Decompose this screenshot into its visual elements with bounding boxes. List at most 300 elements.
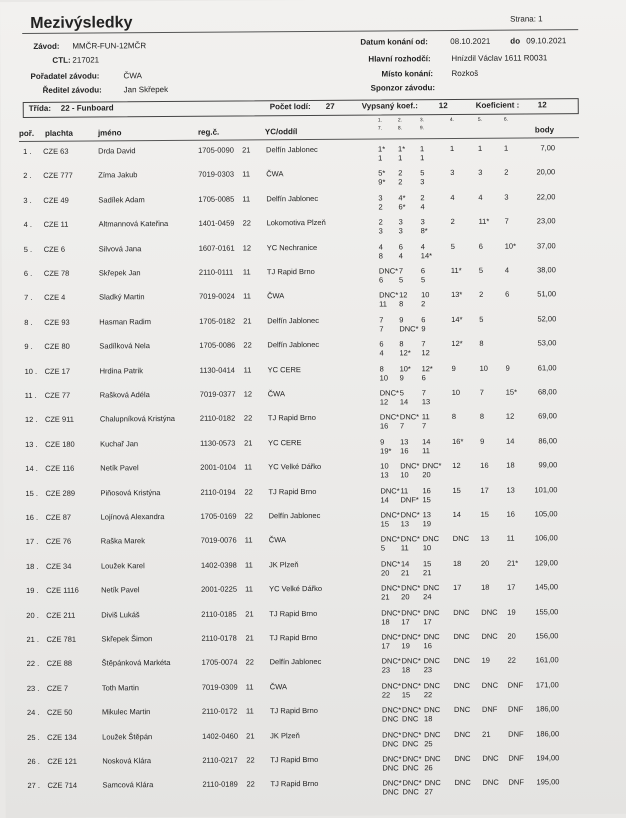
race-result: 4: [420, 241, 425, 251]
race-result: 13*: [451, 290, 463, 300]
race-result: DNF: [507, 704, 524, 714]
race-result: 17: [480, 485, 489, 495]
zavod-value: MMČR-FUN-12MČR: [72, 41, 147, 51]
race-result: 6: [421, 372, 426, 382]
place-number: 4 .: [23, 220, 32, 230]
sail-number: CZE 911: [44, 415, 75, 425]
race-result: 18: [401, 665, 411, 675]
race-result: 4: [504, 265, 510, 275]
col-jmeno: jméno: [97, 128, 122, 138]
reditel-value: Jan Skřepek: [123, 85, 169, 95]
race-result: 1: [420, 153, 425, 163]
race-result: DNC: [424, 778, 441, 788]
race-result: 5: [399, 388, 404, 398]
race-result: DNC: [402, 738, 419, 748]
sailor-name: Samcová Klára: [102, 780, 154, 790]
race-result: 4: [379, 348, 384, 358]
race-result: 1: [398, 153, 403, 163]
club-name: JK Plzeň: [268, 559, 299, 570]
place-number: 21 .: [26, 634, 40, 645]
club-name: YC CERE: [268, 437, 302, 448]
total-points: 106,00: [534, 533, 558, 543]
race-result: DNC: [422, 534, 440, 544]
race-result: 9: [421, 324, 426, 334]
race-result: 20: [422, 470, 431, 480]
registration-number: 1402-0460: [202, 731, 239, 741]
category: 21: [242, 145, 251, 155]
race-result: 18: [506, 460, 515, 470]
club-name: ČWA: [268, 535, 287, 545]
misto-label: Místo konání:: [381, 69, 434, 79]
race-result: 9: [451, 363, 456, 373]
category: 11: [244, 535, 253, 545]
race-result: 10: [421, 290, 430, 300]
race-number: 2.: [397, 117, 403, 124]
category: 11: [243, 291, 251, 301]
sailor-name: Chalupníková Kristýna: [99, 414, 175, 424]
race-result: DNC*: [402, 778, 422, 788]
race-result: 16: [400, 446, 409, 456]
sponzor-label: Sponzor závodu:: [370, 83, 436, 93]
race-result: 11: [421, 412, 430, 422]
race-result: DNC*: [400, 461, 420, 471]
race-result: DNC: [453, 631, 470, 642]
race-result: 7: [379, 324, 384, 334]
race-result: DNC*: [382, 754, 402, 764]
race-result: 6: [378, 275, 384, 285]
sailor-name: Loužek Štěpán: [102, 731, 153, 742]
race-result: 3: [450, 168, 455, 178]
race-result: 17: [507, 582, 516, 592]
race-result: 15: [422, 558, 432, 569]
race-result: 6: [421, 315, 426, 325]
club-name: TJ Rapid Brno: [268, 486, 317, 496]
category: 11: [244, 560, 253, 570]
race-result: DNC: [453, 607, 470, 617]
category: 21: [245, 633, 254, 643]
vypsany-value: 12: [438, 101, 448, 111]
race-result: 3: [420, 177, 425, 187]
race-result: 13: [400, 437, 409, 447]
sailor-name: Netík Pavel: [101, 585, 140, 595]
sailor-name: Skřepek Jan: [98, 268, 141, 278]
race-result: 6: [505, 290, 510, 300]
race-result: 15*: [505, 387, 518, 397]
race-result: 6: [398, 241, 403, 252]
sail-number: CZE 17: [44, 366, 71, 376]
race-result: 13: [480, 534, 490, 544]
race-result: DNC*: [379, 388, 399, 398]
race-result: 9: [480, 436, 485, 446]
sailor-name: Piňosová Kristýna: [100, 487, 161, 498]
race-result: 1: [378, 153, 383, 163]
race-result: DNC*: [401, 607, 421, 617]
race-result: 26: [424, 763, 433, 773]
registration-number: 1402-0398: [200, 560, 237, 570]
race-result: 16*: [452, 436, 464, 446]
col-por: poř.: [18, 128, 35, 139]
race-result: 17: [453, 583, 462, 593]
category: 22: [246, 779, 255, 789]
race-result: 21: [381, 592, 390, 602]
category: 21: [245, 609, 254, 619]
race-result: DNC*: [401, 705, 422, 715]
sail-number: CZE 63: [43, 146, 69, 156]
race-result: DNC*: [380, 510, 400, 520]
race-result: 2: [479, 290, 484, 300]
race-result: DNC*: [381, 607, 401, 618]
race-result: 4*: [398, 193, 406, 203]
race-result: DNF: [508, 777, 524, 788]
race-result: 5: [479, 314, 484, 324]
club-name: ČWA: [267, 389, 286, 399]
race-result: 9: [399, 372, 404, 382]
registration-number: 1705-0074: [201, 657, 238, 668]
registration-number: 1705-0085: [198, 194, 235, 204]
place-number: 2 .: [23, 171, 32, 181]
category: 11: [245, 706, 254, 716]
sail-number: CZE 50: [46, 707, 73, 718]
race-result: 3: [504, 192, 509, 202]
race-result: DNC: [401, 714, 419, 724]
place-number: 5 .: [23, 244, 33, 254]
race-result: 12*: [421, 363, 433, 373]
race-result: 16: [379, 421, 389, 431]
sailor-name: Diviš Lukáš: [101, 609, 140, 620]
race-result: 5*: [378, 168, 386, 178]
registration-number: 2001-0104: [200, 462, 237, 472]
registration-number: 7019-0377: [199, 389, 236, 399]
club-name: Delfín Jablonec: [266, 193, 319, 204]
race-result: 4: [420, 202, 425, 212]
race-result: DNC: [382, 739, 399, 749]
race-result: 1: [420, 144, 425, 154]
sailor-name: Raška Marek: [100, 536, 145, 546]
table-row: [5, 772, 626, 800]
sailor-name: Hrdina Patrik: [99, 365, 143, 376]
race-result: DNC*: [382, 778, 402, 788]
sail-number: CZE 116: [45, 463, 75, 474]
club-name: YC Nechranice: [266, 242, 318, 252]
race-result: 8: [399, 339, 404, 349]
race-result: 14: [422, 436, 431, 447]
race-result: 21: [482, 729, 491, 739]
race-number: 1.: [377, 117, 383, 124]
race-result: DNC: [381, 714, 399, 724]
club-name: Delfín Jablonec: [268, 510, 321, 521]
sailor-name: Altmannová Kateřina: [98, 219, 169, 229]
zavod-label: Závod:: [33, 41, 60, 51]
registration-number: 1705-0090: [198, 145, 234, 155]
race-result: 1*: [398, 144, 406, 154]
race-result: 10: [422, 543, 432, 553]
datum-do-label: do: [510, 36, 521, 46]
trida-label: Třída:: [28, 103, 52, 113]
sailor-name: Toth Martin: [101, 683, 139, 693]
race-result: 8*: [420, 226, 428, 236]
race-result: 11: [422, 445, 430, 456]
koef-label: Koeficient :: [475, 100, 520, 110]
race-result: DNC*: [402, 754, 422, 764]
race-result: 13: [506, 485, 515, 495]
poradatel-label: Pořadatel závodu:: [30, 71, 100, 81]
race-result: 3: [478, 168, 483, 178]
sailor-name: Zíma Jakub: [98, 170, 138, 180]
race-result: 1: [478, 143, 483, 153]
total-points: 37,00: [536, 240, 556, 251]
race-result: 19: [422, 519, 432, 529]
race-result: DNC*: [400, 510, 420, 520]
race-result: 13: [380, 470, 389, 480]
race-result: 4: [398, 250, 403, 261]
race-result: 16: [480, 460, 489, 471]
race-result: 12: [421, 348, 430, 358]
race-result: DNC*: [399, 324, 419, 334]
place-number: 3 .: [23, 195, 32, 205]
club-name: YC Velké Dářko: [268, 462, 322, 472]
place-number: 19 .: [26, 586, 39, 596]
category: 22: [245, 657, 254, 667]
race-result: DNC*: [381, 681, 401, 691]
race-result: 19: [401, 641, 410, 651]
total-points: 86,00: [538, 436, 558, 446]
category: 12: [242, 243, 252, 253]
club-name: TJ Rapid Brno: [269, 608, 318, 618]
race-result: 20: [480, 558, 490, 568]
total-points: 69,00: [538, 411, 557, 421]
category: 22: [243, 413, 253, 423]
registration-number: 7019-0024: [199, 291, 235, 302]
race-result: DNC: [482, 753, 499, 763]
race-result: 11: [506, 533, 515, 544]
race-result: 5: [380, 543, 386, 553]
sail-number: CZE 77: [44, 390, 71, 400]
category: 22: [244, 511, 253, 521]
sail-number: CZE 1116: [46, 585, 79, 596]
pocet-label: Počet lodí:: [269, 102, 311, 112]
category: 11: [245, 584, 253, 594]
sailor-name: Loužek Karel: [100, 560, 145, 571]
race-result: DNF: [481, 704, 498, 715]
category: 22: [246, 755, 255, 765]
race-number: 7.: [377, 125, 383, 132]
race-result: 2: [504, 168, 509, 178]
race-result: DNC*: [401, 632, 421, 642]
registration-number: 2110-0194: [200, 487, 236, 497]
race-result: 18: [381, 617, 390, 627]
race-result: DNC*: [380, 486, 400, 496]
race-result: DNC: [402, 763, 419, 773]
race-result: DNC*: [380, 534, 400, 544]
race-result: 8: [379, 364, 384, 374]
club-name: JK Plzeň: [270, 730, 300, 740]
race-result: 11: [379, 299, 387, 309]
race-result: 5: [478, 265, 484, 275]
race-result: 12: [399, 290, 408, 300]
sail-number: CZE 87: [45, 512, 72, 522]
place-number: 9 .: [24, 342, 33, 352]
race-result: 8: [399, 299, 404, 309]
race-result: 9: [380, 437, 385, 447]
sail-number: CZE 34: [45, 561, 72, 571]
club-name: Delfín Jablonec: [266, 144, 318, 155]
race-result: DNC: [424, 729, 441, 739]
misto-value: Rozkoš: [451, 68, 479, 79]
race-result: 19*: [380, 446, 392, 456]
registration-number: 1130-0414: [199, 365, 235, 375]
race-result: 13: [422, 510, 431, 520]
race-result: 10*: [504, 241, 517, 251]
race-result: DNC: [481, 631, 498, 641]
race-result: 17: [423, 616, 432, 626]
club-name: Delfín Jablonec: [269, 657, 322, 667]
sailor-name: Sadílek Adam: [98, 194, 145, 205]
race-result: 6: [478, 241, 483, 251]
sail-number: CZE 93: [44, 317, 70, 327]
race-number: 3.: [419, 117, 425, 124]
race-result: 15: [401, 690, 411, 700]
race-number: 5.: [477, 116, 483, 123]
race-result: 20: [380, 568, 390, 578]
place-number: 14 .: [25, 464, 38, 474]
place-number: 16 .: [25, 512, 39, 523]
race-result: 14: [452, 509, 461, 520]
race-result: 1: [504, 143, 509, 153]
club-name: YC CERE: [267, 364, 301, 374]
sail-number: CZE 78: [43, 268, 70, 278]
place-number: 8 .: [24, 317, 33, 327]
sail-number: CZE 80: [44, 341, 70, 352]
place-number: 25 .: [27, 732, 40, 742]
race-result: 20: [507, 631, 516, 641]
race-result: 10: [400, 470, 409, 480]
race-result: 14: [400, 559, 410, 569]
place-number: 6 .: [23, 268, 33, 279]
place-number: 10 .: [24, 366, 38, 376]
total-points: 194,00: [536, 753, 560, 763]
race-result: DNF*: [400, 494, 419, 504]
place-number: 27 .: [27, 781, 41, 791]
race-result: 11: [400, 543, 409, 553]
race-result: DNC: [452, 534, 470, 544]
sailor-name: Štěpánková Markéta: [101, 658, 171, 668]
race-result: DNC: [382, 763, 399, 773]
race-result: 27: [424, 787, 433, 797]
race-result: 23: [381, 665, 391, 675]
registration-number: 7019-0303: [198, 169, 235, 180]
sailor-name: Silvová Jana: [98, 243, 142, 254]
registration-number: 2110-0185: [201, 609, 237, 619]
club-name: ČWA: [269, 681, 288, 692]
koef-value: 12: [537, 100, 547, 110]
place-number: 26 .: [27, 756, 40, 767]
club-name: TJ Rapid Brno: [266, 266, 315, 277]
race-result: 7: [421, 388, 426, 398]
total-points: 195,00: [536, 777, 560, 787]
registration-number: 2001-0225: [201, 584, 238, 594]
race-result: DNC: [481, 680, 499, 690]
race-result: DNC*: [380, 559, 401, 569]
race-result: 14*: [451, 314, 463, 324]
total-points: 99,00: [538, 460, 558, 470]
race-result: 10: [380, 461, 389, 471]
total-points: 53,00: [537, 338, 557, 348]
race-result: DNC: [453, 656, 470, 666]
race-result: 9: [505, 363, 510, 373]
place-number: 11 .: [24, 390, 37, 401]
race-result: DNC*: [400, 534, 420, 544]
sail-number: CZE 7: [46, 683, 69, 693]
race-result: 11: [400, 485, 409, 495]
registration-number: 2110-0111: [198, 267, 234, 277]
rozhodci-value: Hnízdil Václav 1611 R0031: [451, 53, 548, 64]
race-result: 5: [398, 275, 404, 285]
total-points: 186,00: [536, 728, 560, 739]
race-result: DNC*: [378, 266, 399, 276]
race-result: 22: [381, 690, 391, 700]
race-result: DNC: [423, 632, 440, 642]
total-points: 61,00: [537, 362, 557, 373]
place-number: 15 .: [25, 488, 38, 498]
race-result: DNC*: [401, 681, 421, 691]
race-result: 16: [423, 641, 432, 651]
reditel-label: Ředitel závodu:: [42, 85, 102, 95]
place-number: 17 .: [25, 537, 39, 547]
race-result: DNC: [423, 583, 440, 593]
race-result: 2: [420, 193, 425, 203]
datum-label: Datum konání od:: [360, 37, 428, 47]
race-result: DNC: [454, 729, 471, 739]
page-number: [510, 14, 543, 23]
registration-number: 1705-0086: [199, 340, 236, 350]
race-result: 7: [479, 387, 484, 397]
race-result: 1*: [378, 144, 386, 154]
sail-number: CZE 289: [45, 488, 76, 498]
race-result: DNC: [423, 705, 441, 715]
category: 11: [245, 682, 254, 692]
race-result: 5: [420, 275, 426, 285]
race-result: DNC: [423, 656, 440, 666]
registration-number: 2110-0189: [202, 779, 238, 790]
page-label: Strana:: [510, 14, 536, 24]
place-number: 22 .: [26, 659, 40, 669]
race-result: 10*: [399, 363, 411, 373]
sailor-name: Rašková Adéla: [99, 390, 150, 400]
race-result: 12: [379, 397, 389, 407]
race-result: 3: [398, 217, 403, 227]
race-result: DNC: [402, 787, 419, 797]
race-result: 2: [378, 217, 383, 227]
race-result: 3: [378, 226, 383, 236]
sail-number: CZE 121: [47, 756, 77, 766]
registration-number: 7019-0076: [200, 535, 237, 546]
race-result: 8: [479, 412, 485, 422]
race-result: 20: [401, 592, 410, 602]
race-result: DNC: [454, 778, 471, 788]
sailor-name: Drda David: [98, 146, 136, 156]
sailor-name: Lojínová Alexandra: [100, 512, 165, 522]
race-result: DNC*: [402, 729, 422, 739]
total-points: 7,00: [540, 143, 556, 153]
category: 11: [243, 365, 252, 375]
race-result: 3: [378, 193, 383, 203]
race-result: DNC: [423, 680, 441, 691]
race-result: 18: [481, 582, 490, 593]
ctl-value: 217021: [72, 55, 100, 65]
race-result: 3: [420, 217, 425, 227]
race-result: 17: [381, 641, 390, 651]
total-points: 155,00: [535, 606, 559, 617]
